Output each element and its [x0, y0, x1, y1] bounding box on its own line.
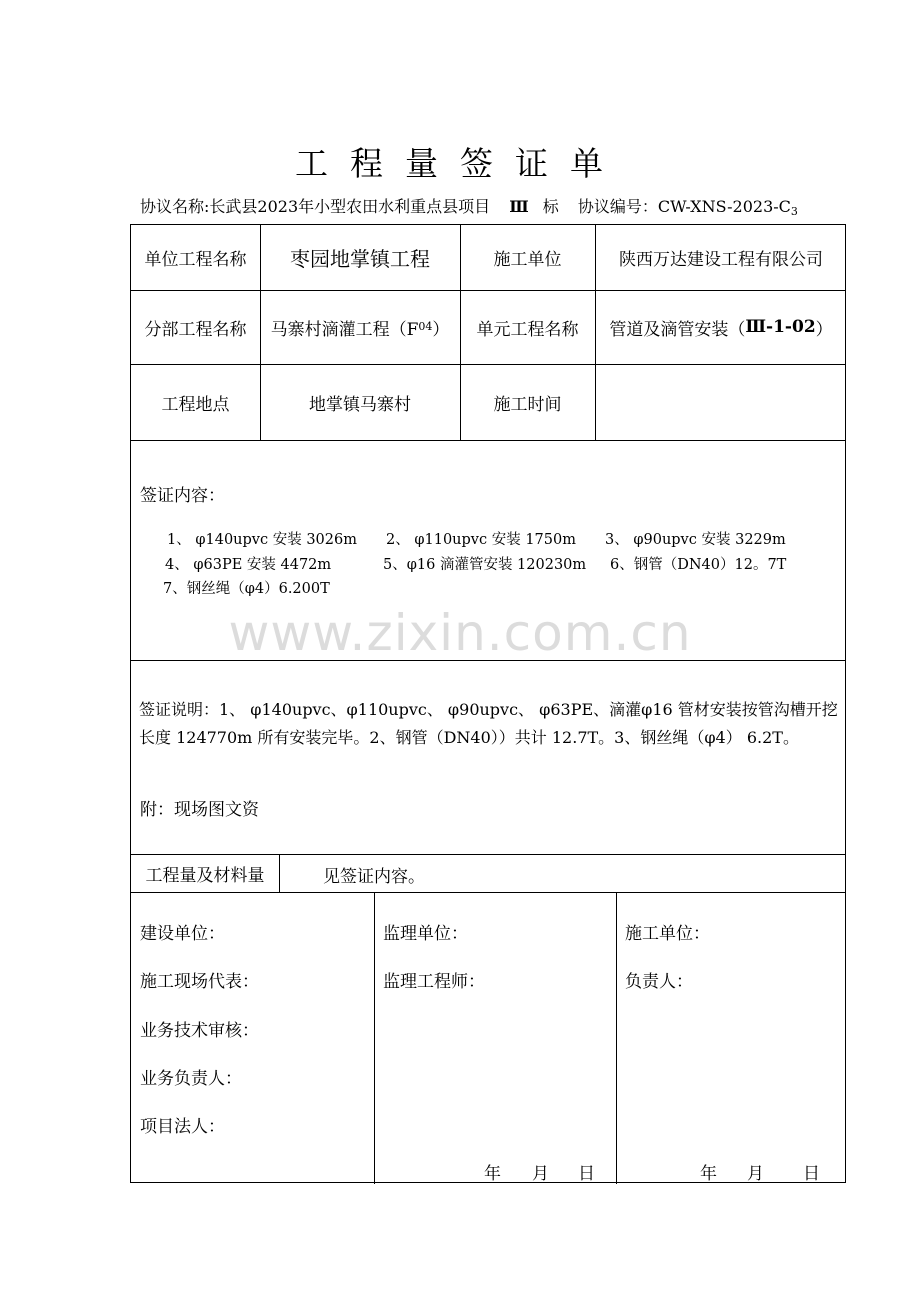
supervisor-engineer-label: 监理工程师：: [383, 972, 485, 992]
tech-review-label: 业务技术审核：: [140, 1021, 259, 1041]
location-label: 工程地点: [161, 394, 230, 415]
legal-person-label: 项目法人：: [140, 1117, 225, 1137]
location-value: 地掌镇马寨村: [309, 394, 411, 415]
supervisor-date-day: 日: [578, 1164, 595, 1184]
sub-project-label: 分部工程名称: [144, 319, 247, 340]
content-item-2: 2、 φ110upvc 安装 1750m: [386, 532, 576, 548]
contractor-date-day: 日: [803, 1164, 820, 1184]
content-item-5: 5、φ16 滴灌管安装 120230m: [383, 557, 587, 573]
form-table: [130, 224, 846, 1183]
element-text: 管道及滴管安装（: [609, 319, 746, 340]
contractor-head-label: 负责人：: [625, 972, 693, 992]
explanation-text: 签证说明：1、 φ140upvc、φ110upvc、 φ90upvc、 φ63PE、滴灌φ16 管材安装按管沟槽开挖长度 124770m 所有安装完毕。2、钢管（DN40））共计 12.7T。3、钢丝绳（φ4） 6.2T。: [139, 700, 838, 747]
content-item-4: 4、 φ63PE 安装 4472m: [165, 557, 332, 573]
sub-project-close: ）: [432, 319, 450, 340]
element-close: ）: [815, 319, 833, 340]
site-rep-label: 施工现场代表：: [140, 972, 259, 992]
unit-project-value: 枣园地掌镇工程: [290, 247, 430, 271]
contractor-label: 施工单位: [493, 250, 562, 270]
time-label: 施工时间: [493, 394, 562, 415]
contractor-date-year: 年: [700, 1164, 717, 1184]
content-label: 签证内容：: [140, 486, 225, 506]
element-code: Ⅲ-1-02: [745, 317, 816, 337]
content-item-7: 7、钢丝绳（φ4）6.200T: [163, 581, 330, 597]
sub-project-text: 马寨村滴灌工程（F: [270, 319, 419, 340]
agreement-number-label: 协议编号：: [577, 197, 658, 216]
agreement-name-value: 长武县2023年小型农田水利重点县项目: [209, 197, 491, 216]
time-value: [595, 364, 847, 440]
agreement-section-suffix: 标: [542, 197, 559, 216]
business-head-label: 业务负责人：: [140, 1069, 242, 1089]
supervisor-date-year: 年: [484, 1164, 501, 1184]
unit-project-label: 单位工程名称: [144, 250, 247, 270]
agreement-line: [140, 194, 860, 217]
owner-unit-label: 建设单位：: [140, 924, 225, 944]
agreement-name-label: 协议名称:: [140, 197, 210, 216]
contractor-value: 陕西万达建设工程有限公司: [619, 250, 823, 270]
contractor-date-month: 月: [747, 1164, 764, 1184]
agreement-number-sub: 3: [790, 205, 798, 218]
content-item-6: 6、钢管（DN40）12。7T: [610, 557, 787, 573]
supervisor-unit-label: 监理单位：: [383, 924, 468, 944]
supervisor-date-month: 月: [532, 1164, 549, 1184]
quantity-value: 见签证内容。: [323, 867, 425, 887]
page-title: 工程量签证单: [295, 144, 625, 183]
watermark: www.zixin.com.cn: [228, 604, 692, 662]
agreement-section: Ⅲ: [509, 197, 529, 216]
element-label: 单元工程名称: [476, 319, 579, 340]
agreement-number-value: CW-XNS-2023-C: [657, 197, 791, 216]
content-item-3: 3、 φ90upvc 安装 3229m: [605, 532, 786, 548]
content-item-1: 1、 φ140upvc 安装 3026m: [167, 532, 357, 548]
contractor-unit-label: 施工单位：: [625, 924, 710, 944]
sub-project-value: 马寨村滴灌工程（F 04 ）: [260, 290, 460, 364]
quantity-label: 工程量及材料量: [145, 865, 265, 886]
element-value: [595, 290, 847, 364]
attachment-text: 附：现场图文资: [140, 800, 259, 820]
